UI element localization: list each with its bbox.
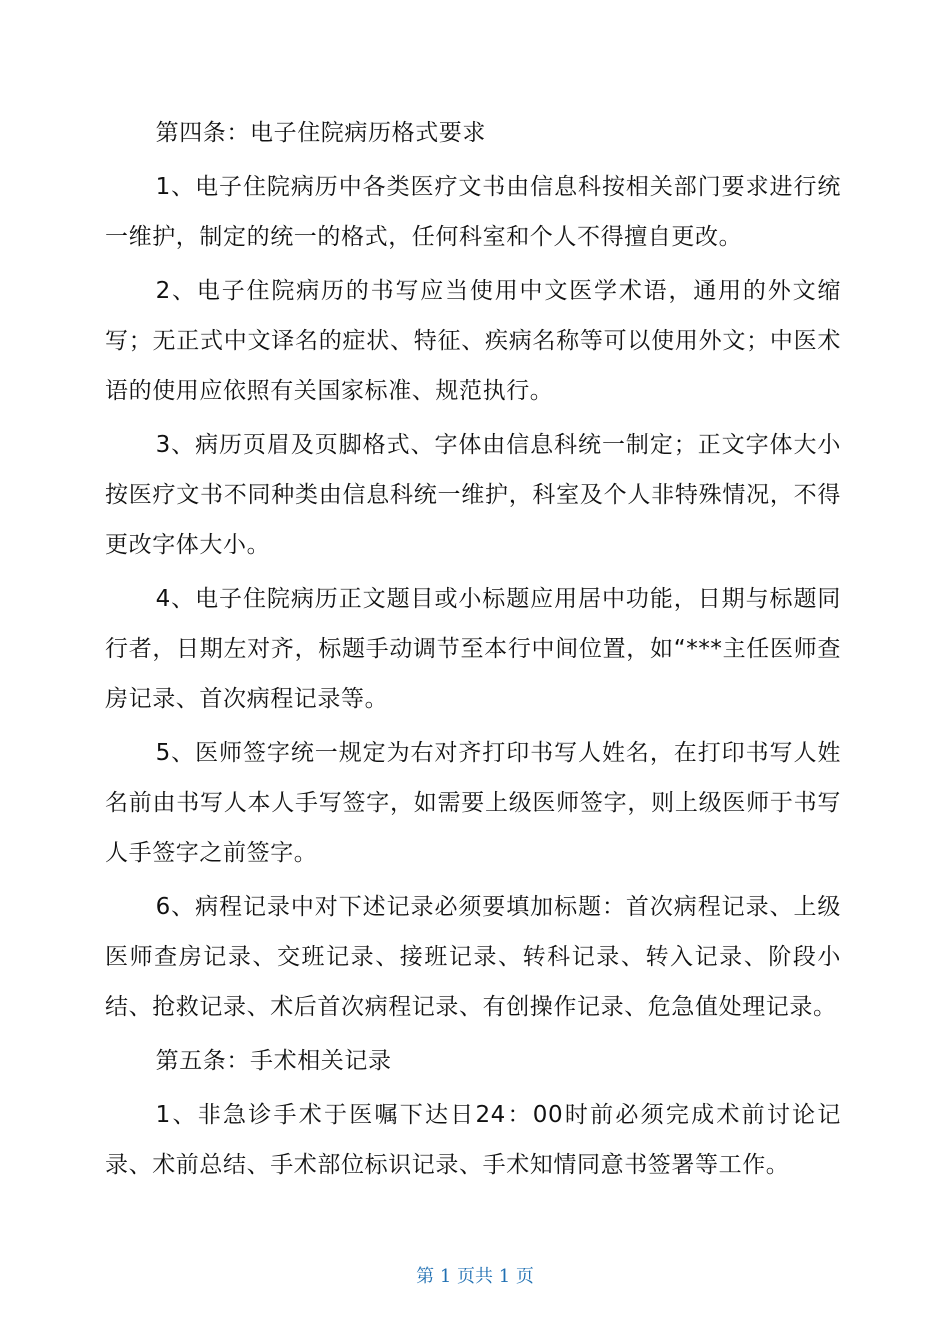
- article-4-heading: 第四条：电子住院病历格式要求: [155, 120, 486, 146]
- article-5-heading: 第五条：手术相关记录: [155, 1048, 392, 1074]
- page-footer: 第 1 页共 1 页: [416, 1266, 534, 1287]
- article-5-item-1: 1、非急诊手术于医嘱下达日24：00时前必须完成术前讨论记录、术前总结、手术部位标识记录、手术知情同意书签署等工作。: [105, 1102, 841, 1178]
- article-4-item-2: 2、电子住院病历的书写应当使用中文医学术语，通用的外文缩写；无正式中文译名的症状、特征、疾病名称等可以使用外文；中医术语的使用应依照有关国家标准、规范执行。: [105, 278, 841, 404]
- article-4-item-1: 1、电子住院病历中各类医疗文书由信息科按相关部门要求进行统一维护，制定的统一的格式，任何科室和个人不得擅自更改。: [105, 174, 841, 250]
- article-4-item-5: 5、医师签字统一规定为右对齐打印书写人姓名，在打印书写人姓名前由书写人本人手写签字，如需要上级医师签字，则上级医师于书写人手签字之前签字。: [105, 740, 841, 866]
- document-body: [105, 108, 841, 1194]
- article-4-item-4: 4、电子住院病历正文题目或小标题应用居中功能，日期与标题同行者，日期左对齐，标题手动调节至本行中间位置，如“***主任医师查房记录、首次病程记录等。: [105, 586, 841, 712]
- article-4-item-3: 3、病历页眉及页脚格式、字体由信息科统一制定；正文字体大小按医疗文书不同种类由信息科统一维护，科室及个人非特殊情况，不得更改字体大小。: [105, 432, 841, 558]
- article-4-item-6: 6、病程记录中对下述记录必须要填加标题：首次病程记录、上级医师查房记录、交班记录、接班记录、转科记录、转入记录、阶段小结、抢救记录、术后首次病程记录、有创操作记录、危急值处理记录。: [105, 894, 841, 1020]
